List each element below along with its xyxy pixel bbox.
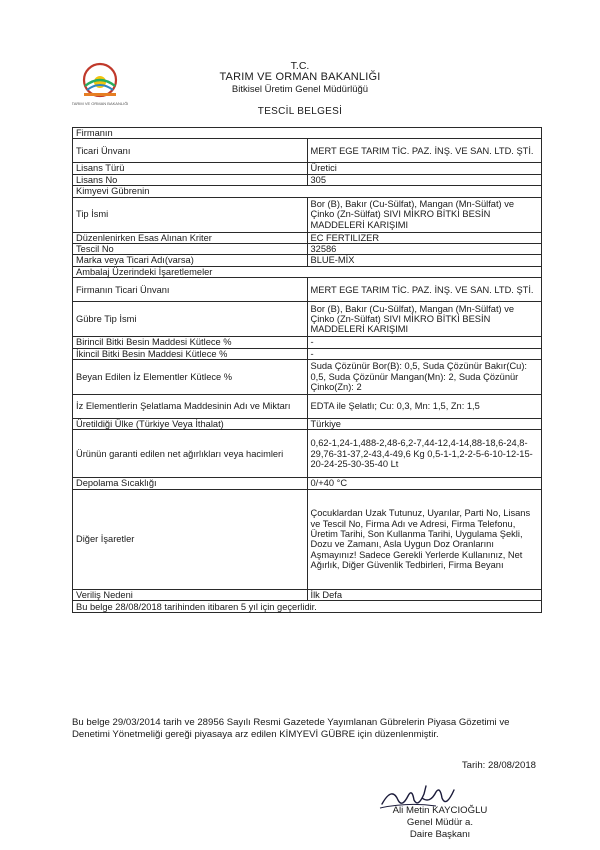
field-label: Veriliş Nedeni	[73, 589, 308, 600]
field-label: İz Elementlerin Şelatlama Maddesinin Adı ve Miktarı	[73, 395, 308, 419]
directorate-name: Bitkisel Üretim Genel Müdürlüğü	[231, 84, 369, 95]
field-label: Depolama Sıcaklığı	[73, 478, 308, 489]
field-value: -	[307, 348, 542, 359]
table-row	[73, 489, 542, 589]
table-row	[73, 278, 542, 302]
field-label: Tescil No	[73, 244, 308, 255]
table-row	[73, 348, 542, 359]
field-value: Üretici	[307, 163, 542, 174]
field-value: EDTA ile Şelatlı; Cu: 0,3, Mn: 1,5, Zn: 1,5	[307, 395, 542, 419]
section-firm: Firmanın	[73, 128, 542, 139]
field-value: EC FERTILIZER	[307, 232, 542, 243]
document-title: TESCİL BELGESİ	[257, 106, 343, 117]
table-row	[73, 139, 542, 163]
signer-name: Ali Metin KAYCIOĞLU	[392, 805, 488, 816]
section-packaging: Ambalaj Üzerindeki İşaretlemeler	[73, 266, 542, 277]
ministry-name: TARIM VE ORMAN BAKANLIĞI	[219, 71, 381, 83]
table-row	[73, 395, 542, 419]
field-label: Ürünün garanti edilen net ağırlıkları veya hacimleri	[73, 430, 308, 478]
table-row	[73, 478, 542, 489]
signer-department: Daire Başkanı	[409, 829, 471, 840]
field-label: Firmanın Ticari Ünvanı	[73, 278, 308, 302]
field-value: 32586	[307, 244, 542, 255]
section-fertilizer: Kimyevi Gübrenin	[73, 186, 542, 197]
table-row	[73, 589, 542, 600]
table-row	[73, 244, 542, 255]
field-value: 0/+40 °C	[307, 478, 542, 489]
table-row	[73, 232, 542, 243]
field-value: Bor (B), Bakır (Cu-Sülfat), Mangan (Mn-Sülfat) ve Çinko (Zn-Sülfat) SIVI MİKRO BİTKİ BESİN MADDELERİ KARIŞIMI	[307, 302, 542, 337]
table-row	[73, 430, 542, 478]
table-row	[73, 360, 542, 395]
field-label: Gübre Tip İsmi	[73, 302, 308, 337]
field-value: 0,62-1,24-1,488-2,48-6,2-7,44-12,4-14,88-18,6-24,8-29,76-31-37,2-43,4-49,6 Kg 0,5-1-1,2-2-5-6-10-12-15-20-24-25-30-35-40 Lt	[307, 430, 542, 478]
field-label: Üretildiği Ülke (Türkiye Veya İthalat)	[73, 419, 308, 430]
validity-row	[73, 601, 542, 613]
field-value: MERT EGE TARIM TİC. PAZ. İNŞ. VE SAN. LTD. ŞTİ.	[307, 278, 542, 302]
validity-note: Bu belge 28/08/2018 tarihinden itibaren 5 yıl için geçerlidir.	[73, 601, 542, 613]
country-label: T.C.	[290, 60, 310, 72]
field-label: Diğer İşaretler	[73, 489, 308, 589]
field-label: Lisans No	[73, 174, 308, 185]
field-value: BLUE-MİX	[307, 255, 542, 266]
field-value: Bor (B), Bakır (Cu-Sülfat), Mangan (Mn-Sülfat) ve Çinko (Zn-Sülfat) SIVI MİKRO BİTKİ BESİN MADDELERİ KARIŞIMI	[307, 197, 542, 232]
field-label: Ticari Ünvanı	[73, 139, 308, 163]
field-label: Düzenlenirken Esas Alınan Kriter	[73, 232, 308, 243]
table-row	[73, 255, 542, 266]
field-value: Çocuklardan Uzak Tutunuz, Uyarılar, Parti No, Lisans ve Tescil No, Firma Adı ve Adresi, Firma Telefonu, Üretim Tarihi, Son Kullanma Tarihi, Uygulama Şekli, Dozu ve Zamanı, Asla Uygun Doz Oranlarını Aşmayınız! Sadece Gerekli Yerlerde Kullanınız, Net Ağırlık, Diğer Güvenlik Tedbirleri, Firma Beyanı	[307, 489, 542, 589]
section-row	[73, 186, 542, 197]
legal-statement: Bu belge 29/03/2014 tarih ve 28956 Sayılı Resmi Gazetede Yayımlanan Gübrelerin Piyasa Gözetimi ve Denetimi Yönetmeliği gereği piyasaya arz edilen KİMYEVİ GÜBRE için düzenlenmiştir.	[72, 717, 510, 740]
field-value: -	[307, 337, 542, 348]
field-value: Suda Çözünür Bor(B): 0,5, Suda Çözünür Bakır(Cu): 0,5, Suda Çözünür Mangan(Mn): 2, Suda Çözünür Çinko(Zn): 2	[307, 360, 542, 395]
field-value: MERT EGE TARIM TİC. PAZ. İNŞ. VE SAN. LTD. ŞTİ.	[307, 139, 542, 163]
issue-date: Tarih: 28/08/2018	[461, 760, 536, 771]
table-row	[73, 163, 542, 174]
table-row	[73, 174, 542, 185]
field-label: Marka veya Ticari Adı(varsa)	[73, 255, 308, 266]
section-row	[73, 266, 542, 277]
field-label: Lisans Türü	[73, 163, 308, 174]
field-value: İlk Defa	[307, 589, 542, 600]
signer-title: Genel Müdür a.	[406, 817, 474, 828]
field-label: Tip İsmi	[73, 197, 308, 232]
section-row	[73, 128, 542, 139]
field-label: Birincil Bitki Besin Maddesi Kütlece %	[73, 337, 308, 348]
field-label: İkincil Bitki Besin Maddesi Kütlece %	[73, 348, 308, 359]
field-label: Beyan Edilen İz Elementler Kütlece %	[73, 360, 308, 395]
table-row	[73, 419, 542, 430]
table-row	[73, 337, 542, 348]
table-row	[73, 197, 542, 232]
field-value: 305	[307, 174, 542, 185]
table-row	[73, 302, 542, 337]
registration-table	[72, 127, 542, 613]
field-value: Türkiye	[307, 419, 542, 430]
svg-text:TARIM VE ORMAN BAKANLIĞI: TARIM VE ORMAN BAKANLIĞI	[72, 101, 128, 106]
